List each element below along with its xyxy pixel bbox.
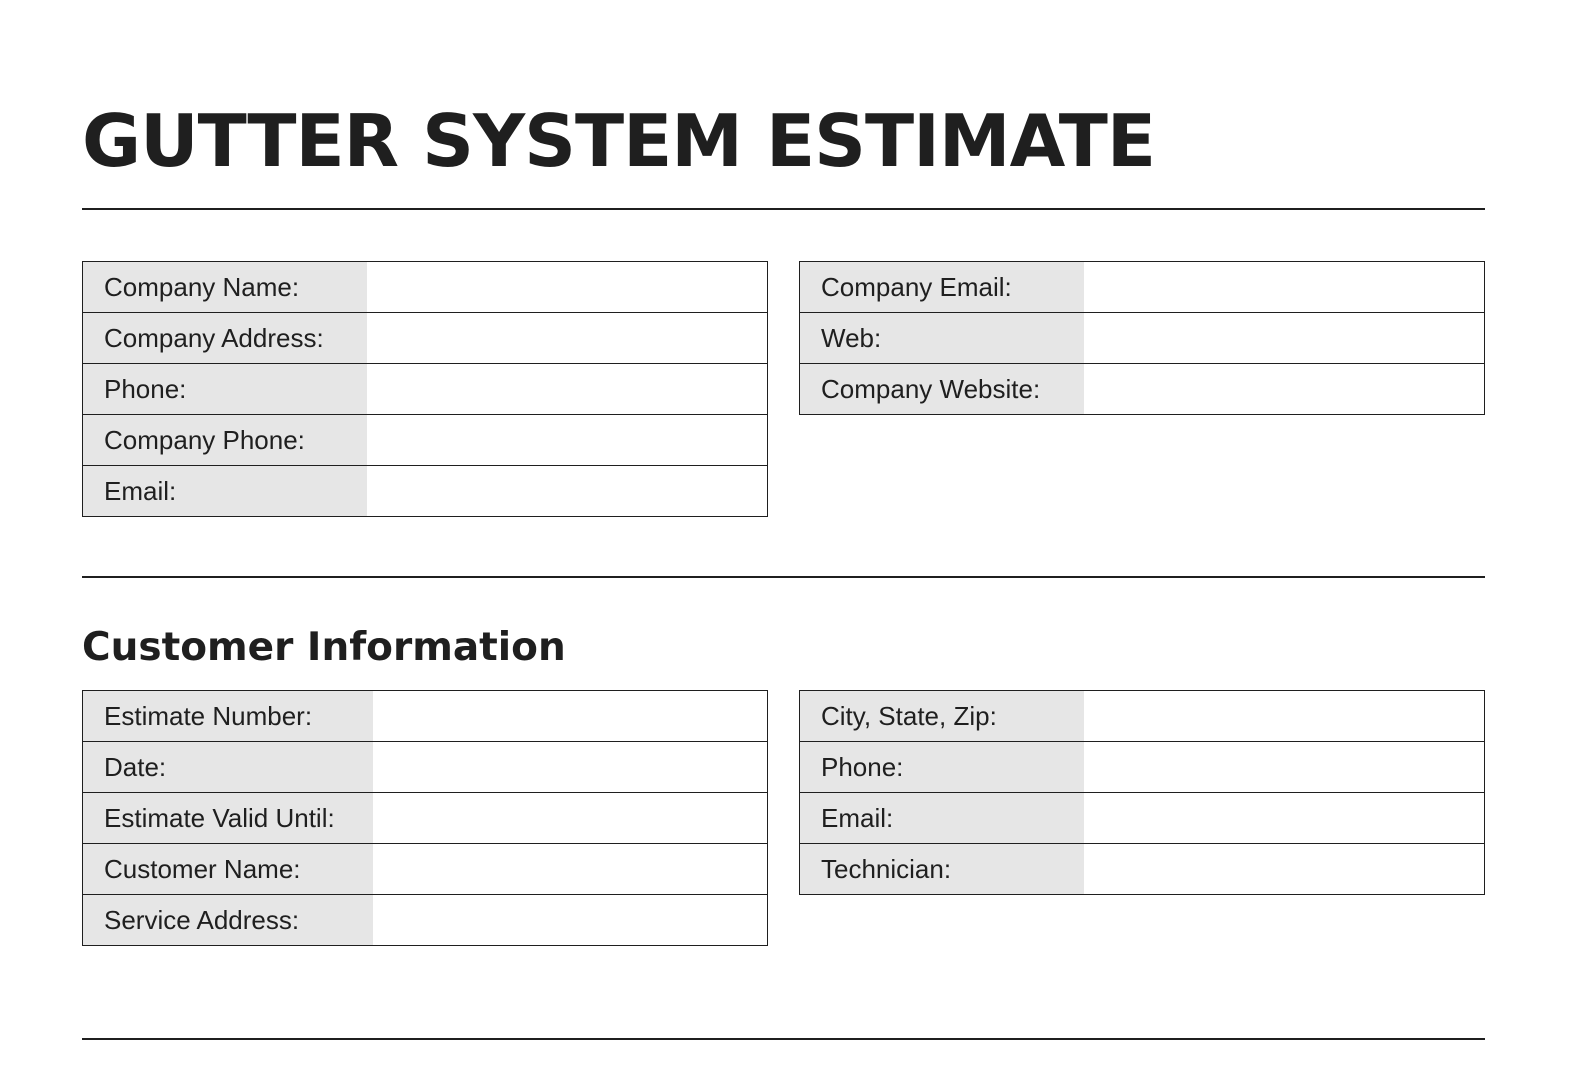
field-row-estimate-valid-until [83, 793, 768, 844]
email-field[interactable] [367, 466, 768, 517]
field-row-company-phone [83, 415, 768, 466]
customer-info-table-right [799, 690, 1485, 895]
field-label: Estimate Valid Until: [83, 793, 373, 844]
field-label: Phone: [800, 742, 1084, 793]
company-info-table-left [82, 261, 768, 517]
service-address-field[interactable] [373, 895, 768, 946]
date-field[interactable] [373, 742, 768, 793]
field-label: Company Name: [83, 262, 367, 313]
field-label: Web: [800, 313, 1084, 364]
field-row-technician [800, 844, 1485, 895]
field-label: Company Website: [800, 364, 1084, 415]
phone-field[interactable] [367, 364, 768, 415]
section-divider [82, 576, 1485, 578]
company-info-table-right [799, 261, 1485, 415]
customer-phone-field[interactable] [1084, 742, 1485, 793]
web-field[interactable] [1084, 313, 1485, 364]
company-website-field[interactable] [1084, 364, 1485, 415]
field-label: Company Email: [800, 262, 1084, 313]
field-label: Email: [83, 466, 367, 517]
field-label: City, State, Zip: [800, 691, 1084, 742]
field-row-phone [83, 364, 768, 415]
field-label: Phone: [83, 364, 367, 415]
company-address-field[interactable] [367, 313, 768, 364]
customer-info-table-left [82, 690, 768, 946]
company-phone-field[interactable] [367, 415, 768, 466]
field-row-city-state-zip [800, 691, 1485, 742]
city-state-zip-field[interactable] [1084, 691, 1485, 742]
field-row-customer-email [800, 793, 1485, 844]
field-label: Estimate Number: [83, 691, 373, 742]
customer-email-field[interactable] [1084, 793, 1485, 844]
footer-divider [82, 1038, 1485, 1040]
field-row-service-address [83, 895, 768, 946]
field-row-company-name [83, 262, 768, 313]
estimate-valid-until-field[interactable] [373, 793, 768, 844]
title-divider [82, 208, 1485, 210]
field-row-date [83, 742, 768, 793]
customer-name-field[interactable] [373, 844, 768, 895]
field-label: Customer Name: [83, 844, 373, 895]
field-label: Company Phone: [83, 415, 367, 466]
field-label: Company Address: [83, 313, 367, 364]
document-title: GUTTER SYSTEM ESTIMATE [82, 99, 1156, 183]
field-label: Date: [83, 742, 373, 793]
field-row-company-email [800, 262, 1485, 313]
field-row-company-address [83, 313, 768, 364]
field-row-customer-name [83, 844, 768, 895]
field-row-estimate-number [83, 691, 768, 742]
field-row-customer-phone [800, 742, 1485, 793]
field-row-company-website [800, 364, 1485, 415]
estimate-number-field[interactable] [373, 691, 768, 742]
field-row-email [83, 466, 768, 517]
technician-field[interactable] [1084, 844, 1485, 895]
customer-info-heading: Customer Information [82, 625, 566, 670]
company-email-field[interactable] [1084, 262, 1485, 313]
field-label: Service Address: [83, 895, 373, 946]
field-label: Technician: [800, 844, 1084, 895]
field-row-web [800, 313, 1485, 364]
company-name-field[interactable] [367, 262, 768, 313]
field-label: Email: [800, 793, 1084, 844]
